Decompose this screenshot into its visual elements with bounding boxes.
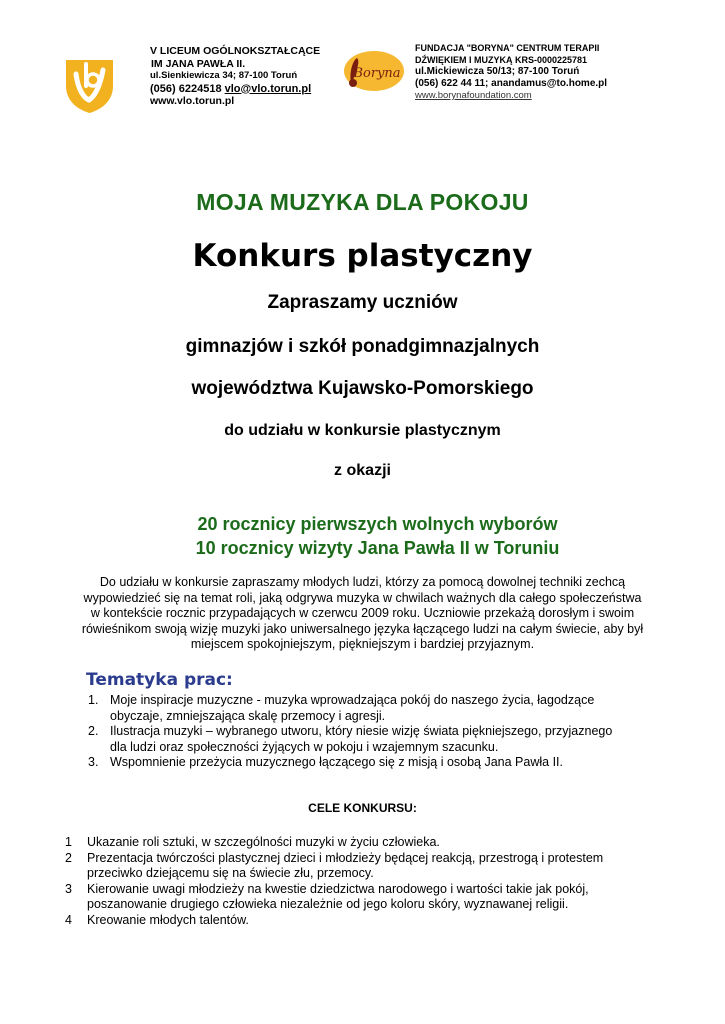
invite-line-4: do udziału w konkursie plastycznym	[224, 422, 501, 439]
school-info	[150, 45, 320, 108]
intro-line: w kontekście rocznic przypadających w czerwcu 2009 roku. Uczniowie przekażą dorosłym i swoim	[90, 606, 635, 620]
invite-line-2: gimnazjów i szkół ponadgimnazjalnych	[185, 336, 540, 357]
list-text: Prezentacja twórczości plastycznej dzieci i młodzieży będącej reakcją, przestrogą i protestem	[87, 850, 604, 865]
list-text: Moje inspiracje muzyczne - muzyka wprowadzająca pokój do naszego życia, łagodzące	[110, 693, 595, 707]
list-text: Wspomnienie przeżycia muzycznego łączącego się z misją i osobą Jana Pawła II.	[110, 755, 563, 769]
list-text: obyczaje, zmniejszająca skalę przemocy i agresji.	[110, 708, 386, 723]
foundation-contact: (056) 622 44 11; anandamus@to.home.pl	[415, 78, 608, 89]
list-item	[88, 693, 658, 724]
list-item	[65, 835, 665, 851]
foundation-info	[415, 42, 607, 102]
school-logo	[62, 56, 117, 114]
boryna-logo	[343, 50, 405, 92]
list-item	[65, 882, 665, 913]
list-number: 4	[65, 912, 72, 927]
foundation-website-link[interactable]: www.borynafoundation.com	[415, 90, 532, 101]
school-patron: IM JANA PAWŁA II.	[151, 57, 246, 70]
occasion-line-2: 10 rocznicy wizyty Jana Pawła II w Toruniu	[195, 538, 560, 558]
school-address: ul.Sienkiewicza 34; 87-100 Toruń	[150, 70, 298, 81]
main-title: Konkurs plastyczny	[192, 238, 533, 274]
list-item	[65, 851, 665, 882]
intro-line: Do udziału w konkursie zapraszamy młodych ludzi, którzy za pomocą dowolnej techniki zechcą	[99, 575, 626, 589]
invite-line-3: województwa Kujawsko-Pomorskiego	[191, 378, 534, 399]
cele-heading: CELE KONKURSU:	[308, 801, 417, 815]
foundation-address: ul.Mickiewicza 50/13; 87-100 Toruń	[415, 66, 580, 77]
school-name: V LICEUM OGÓLNOKSZTAŁCĄCE	[150, 45, 321, 57]
list-number: 3.	[88, 755, 99, 769]
intro-line: wypowiedzieć się na temat roli, jaką odgrywa muzyka w chwilach ważnych dla całego społeczeństwa	[83, 590, 642, 605]
school-email-link[interactable]: vlo@vlo.torun.pl	[224, 82, 312, 95]
list-item	[88, 724, 658, 755]
cele-list	[65, 835, 665, 928]
list-number: 2.	[88, 724, 99, 738]
intro-paragraph	[50, 575, 675, 653]
list-text: Ukazanie roli sztuki, w szczególności muzyki w życiu człowieka.	[87, 835, 440, 849]
intro-line: miejscem spokojniejszym, piękniejszym i bardziej przyjaznym.	[190, 637, 535, 651]
list-text: poszanowanie drugiego człowieka niezależnie od jego koloru skóry, wyznawanej religii.	[87, 897, 569, 911]
occasion-line-1: 20 rocznicy pierwszych wolnych wyborów	[197, 514, 558, 534]
green-title: MOJA MUZYKA DLA POKOJU	[196, 189, 529, 215]
list-text: dla ludzi oraz społeczności żyjących w pokoju i wzajemnym szacunku.	[110, 739, 499, 754]
list-number: 1.	[88, 693, 99, 707]
list-number: 1	[65, 835, 72, 849]
list-item	[65, 913, 665, 929]
tematyka-heading: Tematyka prac:	[86, 670, 233, 690]
list-text: Kierowanie uwagi młodzieży na kwestie dziedzictwa narodowego i wartości takie jak pokój,	[87, 881, 589, 896]
foundation-krs: DŹWIĘKIEM I MUZYKĄ KRS-0000225781	[415, 55, 588, 65]
school-website[interactable]: www.vlo.torun.pl	[150, 95, 235, 107]
school-phone: (056) 6224518	[150, 82, 225, 95]
tematyka-list	[88, 693, 658, 771]
list-number: 2	[65, 850, 72, 865]
list-text: przeciwko dziejącemu się na świecie złu, przemocy.	[87, 866, 374, 880]
list-number: 3	[65, 881, 72, 896]
boryna-logo-text: Boryna	[353, 66, 401, 81]
list-item	[88, 755, 658, 771]
invite-line-5: z okazji	[334, 462, 391, 479]
foundation-name: FUNDACJA "BORYNA" CENTRUM TERAPII	[415, 43, 600, 53]
list-text: Ilustracja muzyki – wybranego utworu, który niesie wizję świata piękniejszego, przyjaznego	[110, 724, 613, 738]
list-text: Kreowanie młodych talentów.	[87, 912, 249, 927]
invite-line-1: Zapraszamy uczniów	[267, 292, 458, 313]
intro-line: rówieśnikom swoją wizję muzyki jako uniwersalnego języka łączącego ludzi na całym świecie, aby był	[81, 621, 644, 636]
